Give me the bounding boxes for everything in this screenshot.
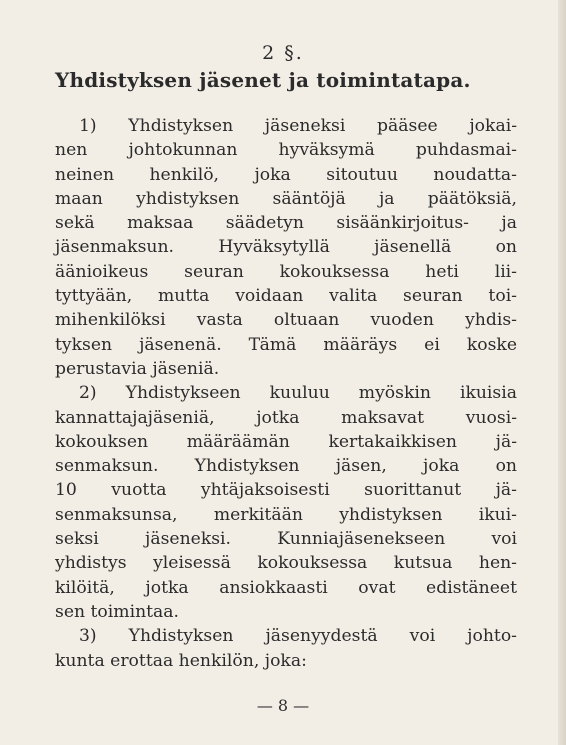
text-line: senmaksun. Yhdistyksen jäsen, joka on xyxy=(55,456,517,477)
text-line: 2) Yhdistykseen kuuluu myöskin ikuisia xyxy=(79,383,517,404)
section-heading: Yhdistyksen jäsenet ja toimintatapa. xyxy=(55,68,471,92)
text-line: tyttyään, mutta voidaan valita seuran toi- xyxy=(55,286,517,307)
text-line: tyksen jäsenenä. Tämä määräys ei koske xyxy=(55,334,517,355)
text-line: yhdistys yleisessä kokouksessa kutsua hen- xyxy=(55,553,517,574)
section-number: 2 §. xyxy=(262,42,304,64)
text-line: 3) Yhdistyksen jäsenyydestä voi johto- xyxy=(79,626,517,647)
text-line: 1) Yhdistyksen jäseneksi pääsee jokai- xyxy=(79,116,517,136)
text-line: kilöitä, jotka ansiokkaasti ovat edistäneet xyxy=(55,577,517,598)
text-line: seksi jäseneksi. Kunniajäsenekseen voi xyxy=(55,529,517,550)
page-binding-edge xyxy=(558,0,566,745)
text-line: sen toimintaa. xyxy=(55,601,180,622)
text-line: kunta erottaa henkilön, joka: xyxy=(55,650,307,671)
text-line: neinen henkilö, joka sitoutuu noudatta- xyxy=(55,164,517,185)
text-line: äänioikeus seuran kokouksessa heti lii- xyxy=(55,261,517,282)
text-line: nen johtokunnan hyväksymä puhdasmai- xyxy=(55,140,517,161)
body-text xyxy=(55,114,517,673)
text-line: kannattajajäseniä, jotka maksavat vuosi- xyxy=(55,407,517,428)
text-line: mihenkilöksi vasta oltuaan vuoden yhdis- xyxy=(55,310,517,331)
text-line: perustavia jäseniä. xyxy=(55,358,220,379)
text-line: jäsenmaksun. Hyväksytyllä jäsenellä on xyxy=(55,237,517,258)
text-line: senmaksunsa, merkitään yhdistyksen ikui- xyxy=(55,504,517,525)
text-line: sekä maksaa säädetyn sisäänkirjoitus- ja xyxy=(55,213,517,234)
page-number: — 8 — xyxy=(256,696,310,715)
text-line: kokouksen määräämän kertakaikkisen jä- xyxy=(55,431,517,452)
text-line: maan yhdistyksen sääntöjä ja päätöksiä, xyxy=(55,188,517,209)
text-line: 10 vuotta yhtäjaksoisesti suorittanut jä- xyxy=(55,480,517,501)
